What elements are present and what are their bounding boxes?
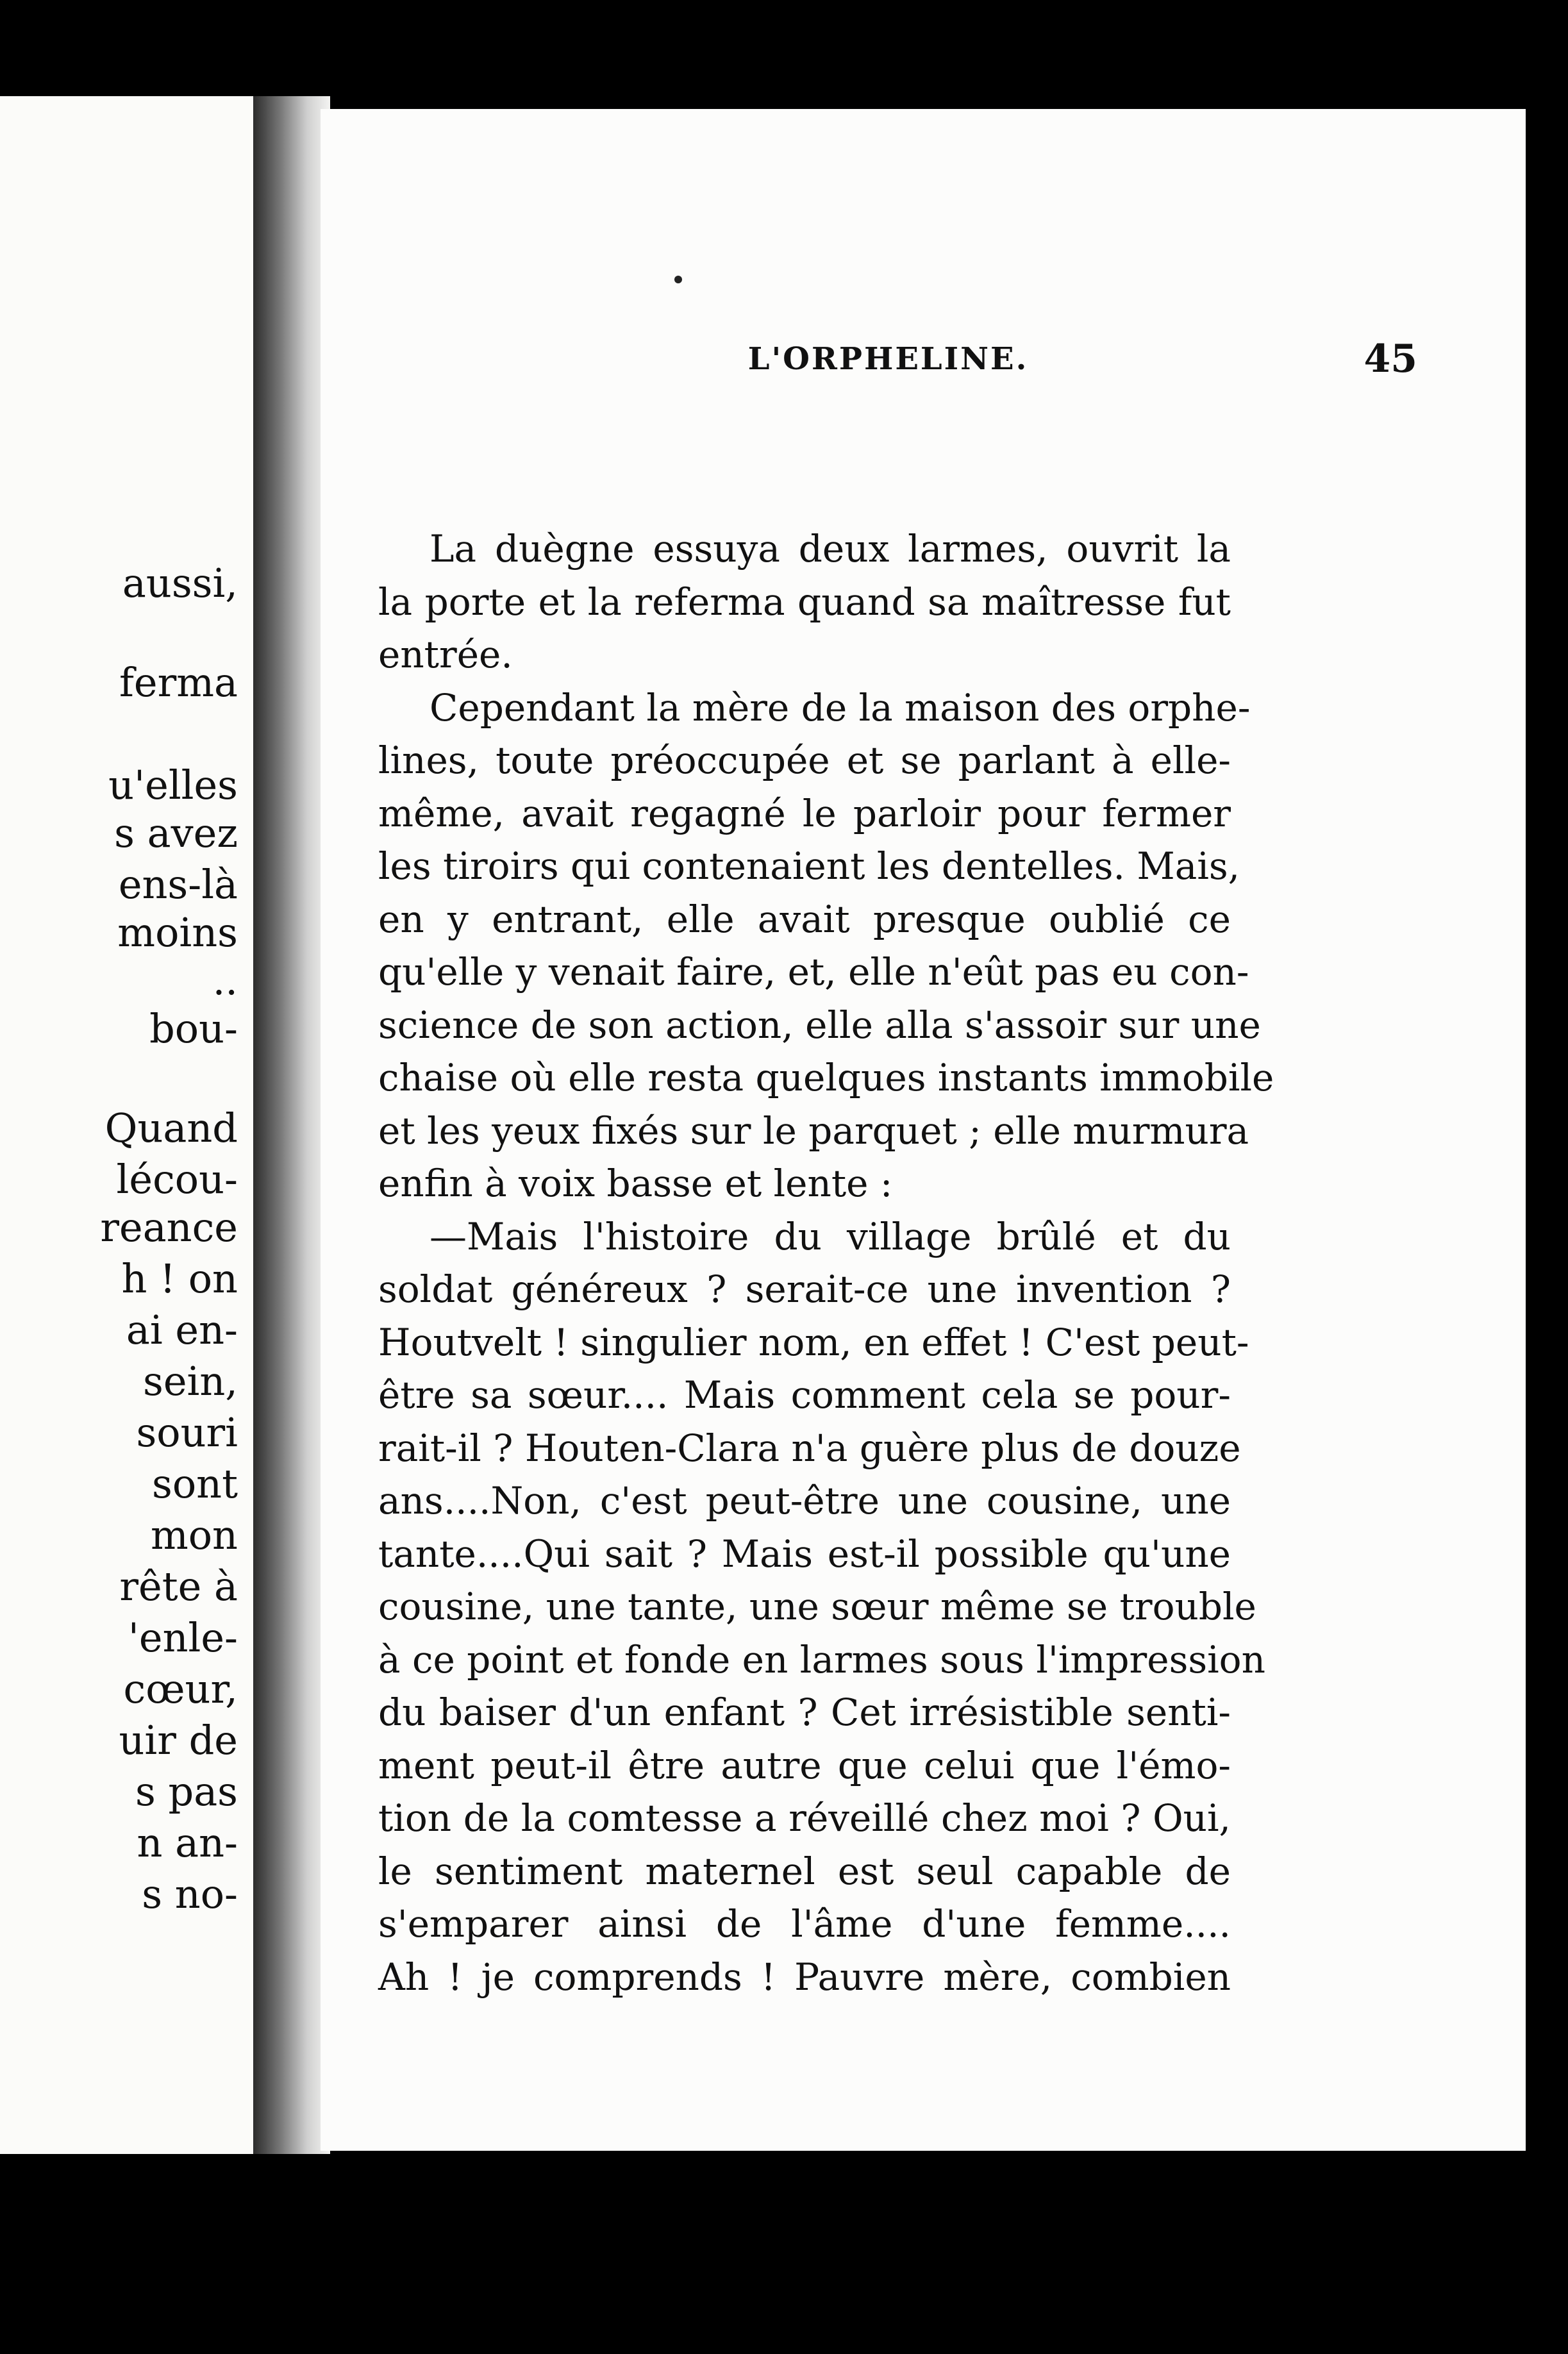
previous-page-line: s pas <box>135 1768 238 1815</box>
text-line: le sentiment maternel est seul capable de <box>378 1849 1231 1893</box>
ink-speck <box>674 276 682 283</box>
text-line: la porte et la referma quand sa maîtresse fut <box>378 580 1231 624</box>
previous-page-line: souri <box>136 1409 238 1456</box>
body-text <box>378 522 1274 2003</box>
text-line: en y entrant, elle avait presque oublié ce <box>378 897 1231 941</box>
text-line: rait-il ? Houten-Clara n'a guère plus de douze <box>378 1426 1241 1470</box>
previous-page-line: lécou- <box>116 1156 238 1203</box>
previous-page-line: ferma <box>119 659 238 706</box>
previous-page-line: .. <box>212 957 238 1004</box>
previous-page-line: uir de <box>119 1717 238 1764</box>
text-line: —Mais l'histoire du village brûlé et du <box>430 1214 1231 1258</box>
text-line: être sa sœur.... Mais comment cela se pour- <box>378 1373 1231 1417</box>
text-line: enfin à voix basse et lente : <box>378 1162 893 1205</box>
previous-page-line: s avez <box>114 810 238 856</box>
text-line: lines, toute préoccupée et se parlant à elle- <box>378 739 1231 782</box>
book-gutter <box>253 96 330 2154</box>
text-line: Houtvelt ! singulier nom, en effet ! C'est peut- <box>378 1320 1249 1364</box>
text-line: et les yeux fixés sur le parquet ; elle murmura <box>378 1108 1249 1153</box>
previous-page-line: cœur, <box>123 1665 238 1712</box>
text-line: s'emparer ainsi de l'âme d'une femme.... <box>378 1902 1231 1946</box>
text-line: tion de la comtesse a réveillé chez moi ? Oui, <box>378 1796 1231 1840</box>
previous-page-line: sont <box>152 1460 238 1507</box>
page-header <box>359 333 1417 385</box>
previous-page-line: reance <box>100 1204 238 1251</box>
text-line: cousine, une tante, une sœur même se trouble <box>378 1585 1256 1628</box>
text-line: science de son action, elle alla s'assoir sur une <box>378 1003 1261 1047</box>
previous-page-line: mon <box>150 1512 238 1558</box>
text-line: Ah ! je comprends ! Pauvre mère, combien <box>378 1955 1231 1999</box>
text-line: tante....Qui sait ? Mais est-il possible qu'une <box>378 1532 1231 1576</box>
previous-page-line: ens-là <box>118 861 238 908</box>
previous-page-line: sein, <box>143 1358 238 1405</box>
text-line: soldat généreux ? serait-ce une invention ? <box>378 1267 1231 1311</box>
previous-page-line: n an- <box>137 1819 238 1866</box>
page-number: 45 <box>1364 337 1417 381</box>
text-line: Cependant la mère de la maison des orphe- <box>430 685 1251 730</box>
text-line: chaise où elle resta quelques instants immobile <box>378 1056 1274 1099</box>
text-line: La duègne essuya deux larmes, ouvrit la <box>430 527 1231 571</box>
previous-page-line: moins <box>117 909 238 956</box>
text-line: entrée. <box>378 633 513 676</box>
previous-page-line: ai en- <box>126 1306 238 1353</box>
previous-page-line: Quand <box>104 1105 238 1151</box>
text-line: même, avait regagné le parloir pour fermer <box>378 791 1231 835</box>
text-line: qu'elle y venait faire, et, elle n'eût pas eu con- <box>378 950 1249 994</box>
previous-page-edge <box>0 96 253 2154</box>
previous-page-line: s no- <box>142 1871 238 1917</box>
previous-page-line: aussi, <box>122 560 238 606</box>
previous-page-line: bou- <box>149 1005 238 1052</box>
text-line: les tiroirs qui contenaient les dentelles. Mais, <box>378 844 1240 888</box>
text-line: ans....Non, c'est peut-être une cousine, une <box>378 1479 1231 1523</box>
text-line: ment peut-il être autre que celui que l'émo- <box>378 1743 1231 1787</box>
previous-page-line: h ! on <box>121 1255 238 1302</box>
running-head: L'ORPHELINE. <box>747 341 1029 377</box>
previous-page-line: 'enle- <box>128 1614 238 1661</box>
text-line: à ce point et fonde en larmes sous l'impression <box>378 1637 1265 1682</box>
previous-page-line: u'elles <box>108 762 238 808</box>
previous-page-line: rête à <box>119 1563 238 1610</box>
text-line: du baiser d'un enfant ? Cet irrésistible senti- <box>378 1690 1231 1734</box>
